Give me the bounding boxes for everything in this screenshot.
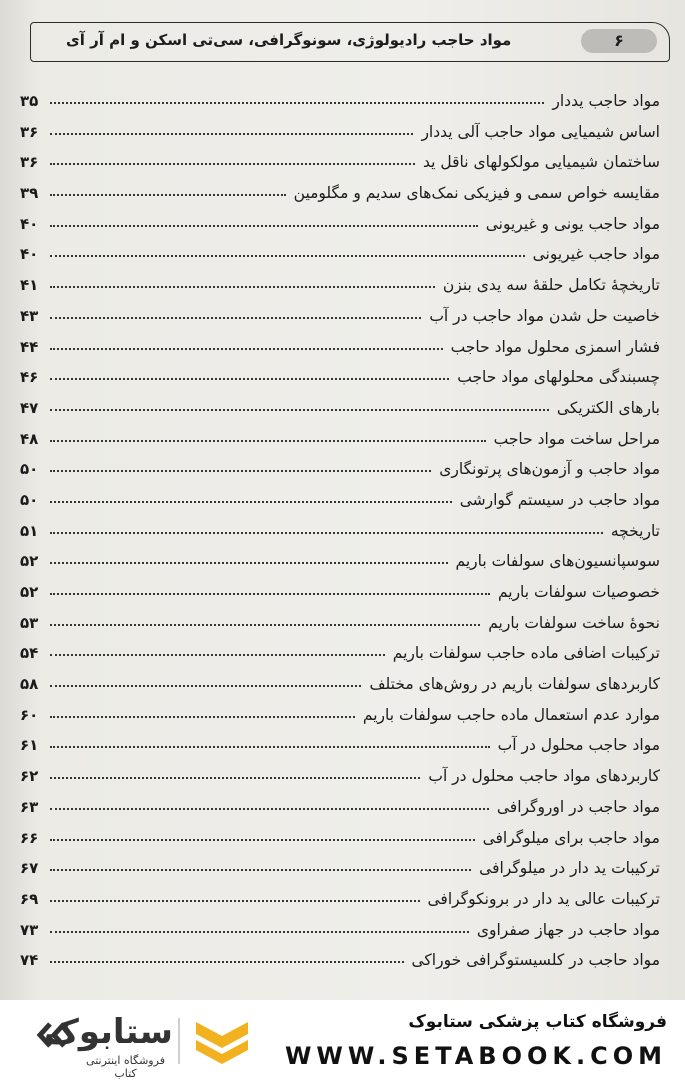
toc-entry-title: تاریخچه — [610, 521, 660, 540]
toc-entry — [20, 794, 660, 825]
toc-leader-dots — [50, 869, 471, 871]
toc-leader-dots — [50, 348, 443, 350]
toc-entry — [20, 88, 660, 119]
store-url[interactable]: WWW.SETABOOK.COM — [284, 1042, 667, 1070]
toc-entry-title: مواد حاجب در سیستم گوارشی — [459, 490, 660, 509]
toc-entry-title: مواد حاجب برای میلوگرافی — [482, 828, 660, 847]
toc-entry-title: ساختمان شیمیایی مولکولهای ناقل ید — [423, 153, 660, 172]
toc-leader-dots — [50, 961, 404, 963]
toc-entry — [20, 395, 660, 426]
toc-entry-title: مواد حاجب و آزمون‌های پرتونگاری — [439, 460, 660, 479]
toc-entry-title: موارد عدم استعمال ماده حاجب سولفات باریم — [362, 705, 660, 724]
toc-entry-page: ۷۴ — [20, 951, 39, 970]
store-logo-text: ستابوک — [44, 1012, 173, 1052]
toc-leader-dots — [50, 225, 478, 227]
toc-entry — [20, 825, 660, 856]
toc-entry-page: ۴۷ — [20, 398, 39, 417]
toc-entry-title: خاصیت حل شدن مواد حاجب در آب — [429, 306, 660, 325]
toc-entry-page: ۶۱ — [20, 736, 39, 755]
toc-entry-title: سوسپانسیون‌های سولفات باریم — [455, 552, 660, 571]
toc-entry-title: چسبندگی محلولهای مواد حاجب — [457, 368, 660, 387]
toc-entry — [20, 272, 660, 303]
toc-entry-page: ۶۹ — [20, 889, 39, 908]
toc-entry-title: مواد حاجب یددار — [552, 92, 660, 110]
toc-entry — [20, 671, 660, 702]
toc-leader-dots — [50, 808, 489, 810]
toc-leader-dots — [50, 777, 420, 779]
toc-entry-title: ترکیبات عالی ید دار در برونکوگرافی — [427, 889, 660, 908]
toc-entry-title: تاریخچهٔ تکامل حلقهٔ سه یدی بنزن — [442, 276, 660, 295]
toc-entry-title: مواد حاجب در کلسیستوگرافی خوراکی — [411, 951, 660, 970]
toc-entry-title: مراحل ساخت مواد حاجب — [493, 429, 660, 448]
toc-entry-title: کاربردهای سولفات باریم در روش‌های مختلف — [369, 675, 660, 694]
toc-entry — [20, 548, 660, 579]
toc-entry-page: ۵۰ — [20, 460, 39, 479]
toc-entry-title: بارهای الکتریکی — [556, 398, 660, 417]
toc-leader-dots — [50, 685, 361, 687]
toc-entry-title: ترکیبات اضافی ماده حاجب سولفات باریم — [392, 644, 660, 663]
toc-entry-title: مواد حاجب در اوروگرافی — [496, 797, 660, 816]
toc-entry-page: ۶۲ — [20, 767, 39, 786]
toc-entry — [20, 610, 660, 641]
toc-entry-title: مواد حاجب یونی و غیریونی — [485, 214, 660, 233]
toc-leader-dots — [50, 532, 603, 534]
toc-entry — [20, 640, 660, 671]
toc-entry-page: ۴۴ — [20, 337, 39, 356]
toc-entry-page: ۵۲ — [20, 552, 39, 571]
toc-entry — [20, 702, 660, 733]
store-footer — [0, 1000, 685, 1080]
toc-leader-dots — [50, 593, 490, 595]
toc-entry — [20, 303, 660, 334]
toc-leader-dots — [50, 470, 431, 472]
toc-leader-dots — [50, 746, 490, 748]
toc-leader-dots — [50, 133, 413, 135]
toc-leader-dots — [50, 501, 452, 503]
toc-entry-title: اساس شیمیایی مواد حاجب آلی یددار — [421, 122, 660, 141]
store-logo-tagline: فروشگاه اینترنتی کتاب — [86, 1054, 165, 1080]
toc-leader-dots — [50, 839, 475, 841]
book-emblem-icon — [192, 1014, 252, 1066]
toc-entry-page: ۴۳ — [20, 306, 39, 325]
toc-entry-page: ۵۴ — [20, 644, 39, 663]
toc-entry — [20, 763, 660, 794]
toc-entry-title: مقایسه خواص سمی و فیزیکی نمک‌های سدیم و مگلومین — [293, 184, 660, 203]
toc-entry-title: کاربردهای مواد حاجب محلول در آب — [428, 767, 660, 786]
toc-entry-page: ۶۰ — [20, 705, 39, 724]
toc-entry-page: ۵۱ — [20, 521, 39, 540]
toc-leader-dots — [50, 102, 544, 104]
toc-entry-page: ۵۰ — [20, 490, 39, 509]
toc-entry-page: ۴۰ — [20, 214, 39, 233]
toc-entry-title: مواد حاجب غیریونی — [532, 245, 660, 264]
toc-entry-page: ۴۱ — [20, 276, 39, 295]
toc-entry — [20, 456, 660, 487]
toc-entry-page: ۵۸ — [20, 675, 39, 694]
toc-leader-dots — [50, 562, 448, 564]
toc-entry — [20, 579, 660, 610]
toc-entry — [20, 364, 660, 395]
store-name: فروشگاه کتاب پزشکی ستابوک — [408, 1012, 667, 1032]
toc-entry-title: خصوصیات سولفات باریم — [497, 583, 660, 601]
toc-entry — [20, 886, 660, 917]
toc-leader-dots — [50, 286, 435, 288]
table-of-contents — [20, 88, 660, 978]
page-number-badge: ۶ — [581, 29, 657, 53]
toc-entry — [20, 241, 660, 272]
toc-leader-dots — [50, 409, 549, 411]
toc-entry — [20, 947, 660, 978]
toc-leader-dots — [50, 440, 486, 442]
toc-leader-dots — [50, 317, 421, 319]
toc-leader-dots — [50, 194, 286, 196]
toc-leader-dots — [50, 716, 355, 718]
toc-entry-page: ۳۵ — [20, 92, 39, 110]
toc-entry-title: نحوهٔ ساخت سولفات باریم — [488, 613, 660, 632]
toc-entry — [20, 334, 660, 365]
toc-leader-dots — [50, 900, 420, 902]
toc-entry-page: ۵۲ — [20, 583, 39, 601]
toc-entry-page: ۷۳ — [20, 920, 39, 939]
toc-leader-dots — [50, 255, 525, 257]
toc-leader-dots — [50, 931, 469, 933]
toc-entry-page: ۴۸ — [20, 429, 39, 448]
toc-entry — [20, 917, 660, 948]
toc-entry-page: ۳۶ — [20, 153, 39, 172]
toc-entry-page: ۵۳ — [20, 613, 39, 632]
toc-entry — [20, 149, 660, 180]
toc-entry-page: ۳۹ — [20, 184, 39, 203]
toc-entry — [20, 180, 660, 211]
toc-entry — [20, 211, 660, 242]
toc-entry — [20, 855, 660, 886]
toc-entry-page: ۴۰ — [20, 245, 39, 264]
running-header — [30, 22, 670, 62]
toc-entry — [20, 119, 660, 150]
toc-entry-page: ۶۳ — [20, 797, 39, 816]
toc-leader-dots — [50, 624, 480, 626]
toc-leader-dots — [50, 654, 385, 656]
toc-entry — [20, 426, 660, 457]
toc-entry-title: ترکیبات ید دار در میلوگرافی — [479, 859, 660, 878]
toc-entry-page: ۶۷ — [20, 859, 39, 878]
toc-entry-page: ۳۶ — [20, 122, 39, 141]
toc-entry-title: فشار اسمزی محلول مواد حاجب — [450, 337, 660, 356]
toc-entry-page: ۴۶ — [20, 368, 39, 387]
toc-entry-title: مواد حاجب در جهاز صفراوی — [476, 920, 660, 939]
logo-divider — [178, 1018, 180, 1064]
header-title: مواد حاجب رادیولوژی، سونوگرافی، سی‌تی اسکن و ام آر آی — [66, 31, 512, 49]
toc-leader-dots — [50, 378, 449, 380]
toc-leader-dots — [50, 163, 415, 165]
toc-entry — [20, 518, 660, 549]
toc-entry — [20, 487, 660, 518]
toc-entry-page: ۶۶ — [20, 828, 39, 847]
toc-entry — [20, 732, 660, 763]
toc-entry-title: مواد حاجب محلول در آب — [497, 736, 660, 755]
